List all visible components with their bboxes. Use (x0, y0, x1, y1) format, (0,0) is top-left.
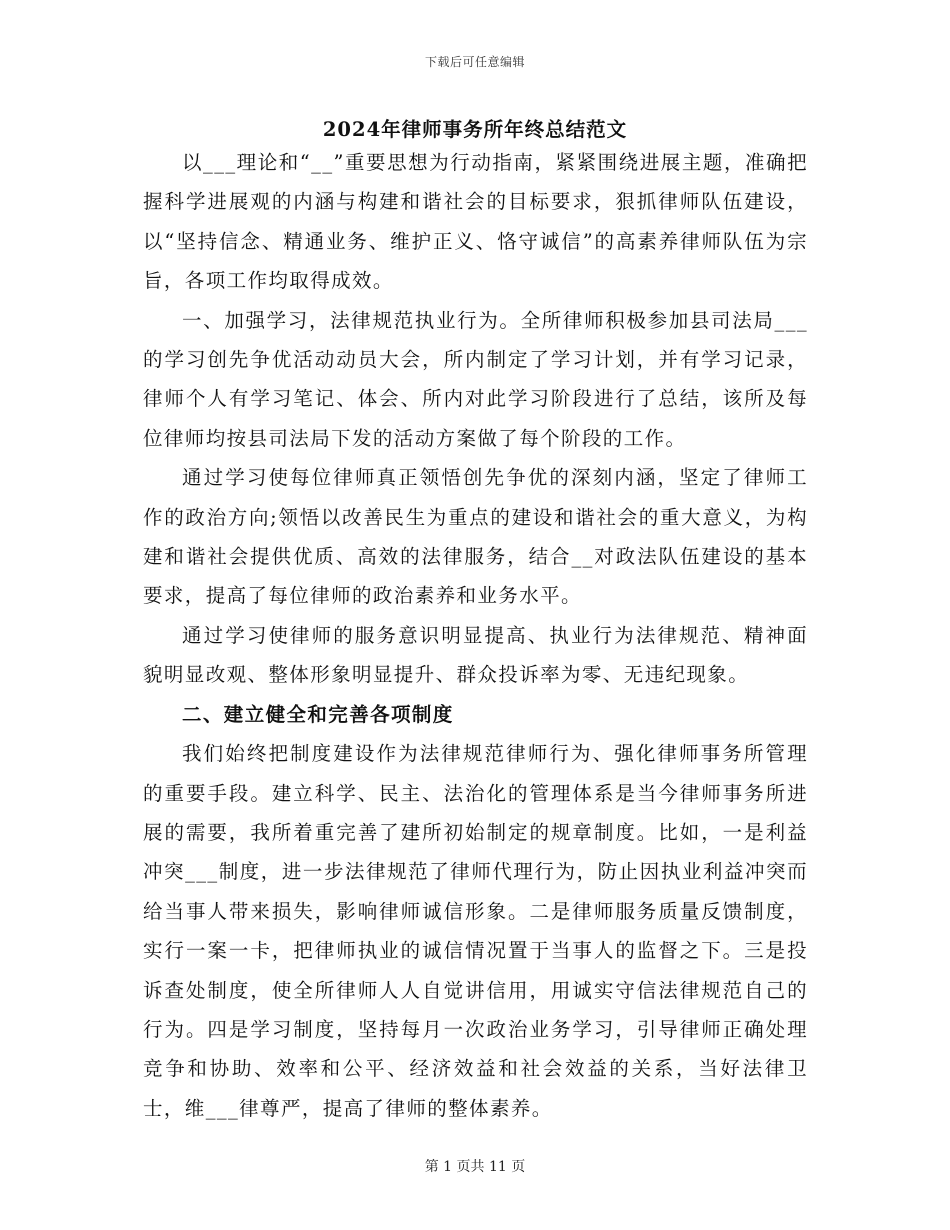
document-body (143, 143, 808, 1128)
document-title: 2024年律师事务所年终总结范文 (322, 118, 628, 141)
header-note: 下载后可任意编辑 (424, 55, 525, 69)
section2-paragraph: 我们始终把制度建设作为法律规范律师行为、强化律师事务所管理的重要手段。建立科学、民主、法治化的管理体系是当今律师事务所进展的需要，我所着重完善了建所初始制定的规章制度。比如，一是利益冲突___制度，进一步法律规范了律师代理行为，防止因执业利益冲突而给当事人带来损失，影响律师诚信形象。二是律师服务质量反馈制度，实行一案一卡，把律师执业的诚信情况置于当事人的监督之下。三是投诉查处制度，使全所律师人人自觉讲信用，用诚实守信法律规范自己的行为。四是学习制度，坚持每月一次政治业务学习，引导律师正确处理竞争和协助、效率和公平、经济效益和社会效益的关系，当好法律卫士，维___律尊严，提高了律师的整体素养。 (143, 742, 808, 1120)
study-outcome-paragraph: 通过学习使每位律师真正领悟创先争优的深刻内涵，坚定了律师工作的政治方向;领悟以改善民生为重点的建设和谐社会的重大意义，为构建和谐社会提供优质、高效的法律服务，结合__对政法队伍建设的基本要求，提高了每位律师的政治素养和业务水平。 (143, 466, 808, 608)
section1-paragraph: 一、加强学习，法律规范执业行为。全所律师积极参加县司法局___的学习创先争优活动动员大会，所内制定了学习计划，并有学习记录，律师个人有学习笔记、体会、所内对此学习阶段进行了总结，该所及每位律师均按县司法局下发的活动方案做了每个阶段的工作。 (143, 308, 808, 450)
page-number: 第 1 页共 11 页 (424, 1159, 526, 1175)
service-awareness-paragraph: 通过学习使律师的服务意识明显提高、执业行为法律规范、精神面貌明显改观、整体形象明显提升、群众投诉率为零、无违纪现象。 (143, 623, 808, 687)
intro-paragraph: 以___理论和“__”重要思想为行动指南，紧紧围绕进展主题，准确把握科学进展观的内涵与构建和谐社会的目标要求，狠抓律师队伍建设，以“坚持信念、精通业务、维护正义、恪守诚信”的高素养律师队伍为宗旨，各项工作均取得成效。 (143, 151, 808, 293)
section2-heading: 二、建立健全和完善各项制度 (182, 702, 454, 726)
